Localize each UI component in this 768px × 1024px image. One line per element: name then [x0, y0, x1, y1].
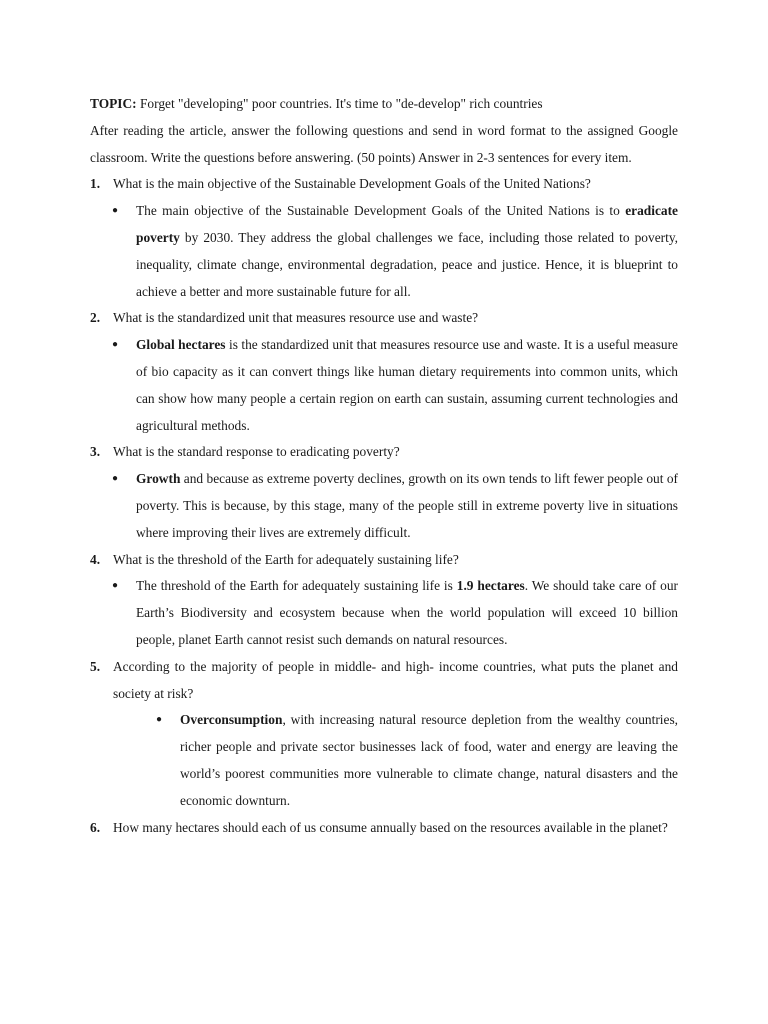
answer-text: Global hectares is the standardized unit that measures resource use and waste. It is a useful measure of bio capacity as it can convert things like human dietary requirements into common units, which can show how many people a certain region on earth can sustain, assuming current technologies and agricultural methods.: [136, 337, 678, 433]
question-1: [90, 171, 678, 198]
answer-5: [90, 707, 678, 814]
answer-keyword: Overconsumption: [180, 712, 283, 728]
question-text: What is the standardized unit that measures resource use and waste?: [113, 310, 479, 326]
answer-3: [90, 466, 678, 546]
answer-1: [90, 198, 678, 305]
topic-text: Forget "developing" poor countries. It's time to "de-develop" rich countries: [136, 96, 543, 111]
question-number: 4.: [90, 551, 101, 567]
answer-text: The main objective of the Sustainable Development Goals of the United Nations is to eradicate poverty by 2030. They address the global challenges we face, including those related to poverty, inequality, climate change, environmental degradation, peace and justice. Hence, it is blueprint to achieve a better and more sustainable future for all.: [136, 203, 678, 299]
topic-label: TOPIC:: [90, 96, 137, 111]
question-6: [90, 815, 678, 842]
question-4: [90, 547, 678, 574]
instructions-paragraph: After reading the article, answer the following questions and send in word format to the assigned Google classroom. Write the questions before answering. (50 points) Answer in 2-3 sentences for every item.: [90, 122, 678, 165]
answer-2: [90, 332, 678, 439]
bullet-icon: ●: [112, 205, 119, 217]
answer-keyword: eradicate poverty: [136, 203, 678, 245]
question-text: How many hectares should each of us consume annually based on the resources available in the planet?: [113, 819, 668, 835]
question-text: What is the main objective of the Sustainable Development Goals of the United Nations?: [113, 176, 591, 192]
question-text: What is the threshold of the Earth for adequately sustaining life?: [113, 551, 459, 567]
document-page: [90, 91, 678, 841]
question-number: 5.: [90, 658, 101, 674]
question-3: [90, 439, 678, 466]
answer-text: The threshold of the Earth for adequately sustaining life is 1.9 hectares. We should take care of our Earth’s Biodiversity and ecosystem because when the world population will exceed 10 billion people, planet Earth cannot resist such demands on natural resources.: [136, 578, 678, 647]
answer-keyword: 1.9 hectares: [456, 578, 525, 594]
answer-4: [90, 573, 678, 653]
question-5: [90, 654, 678, 708]
answer-keyword: Growth: [136, 471, 181, 487]
question-number: 6.: [90, 819, 101, 835]
bullet-icon: ●: [112, 473, 119, 485]
answer-text: Growth and because as extreme poverty declines, growth on its own tends to lift fewer people out of poverty. This is because, by this stage, many of the people still in extreme poverty live in situations where improving their lives are extremely difficult.: [136, 471, 678, 540]
answer-keyword: Global hectares: [136, 337, 226, 353]
question-number: 1.: [90, 176, 101, 192]
topic-line: [90, 91, 678, 118]
question-text: What is the standard response to eradicating poverty?: [113, 444, 400, 460]
answer-text: Overconsumption, with increasing natural resource depletion from the wealthy countries, richer people and private sector businesses lack of food, water and energy are leaving the world’s poorest communities more vulnerable to climate change, natural disasters and the economic downturn.: [180, 712, 678, 808]
question-number: 3.: [90, 444, 101, 460]
bullet-icon: ●: [112, 580, 119, 592]
bullet-icon: ●: [112, 339, 119, 351]
question-text: According to the majority of people in middle- and high- income countries, what puts the planet and society at risk?: [113, 658, 678, 701]
bullet-icon: ●: [156, 714, 163, 726]
question-2: [90, 305, 678, 332]
question-number: 2.: [90, 310, 101, 326]
